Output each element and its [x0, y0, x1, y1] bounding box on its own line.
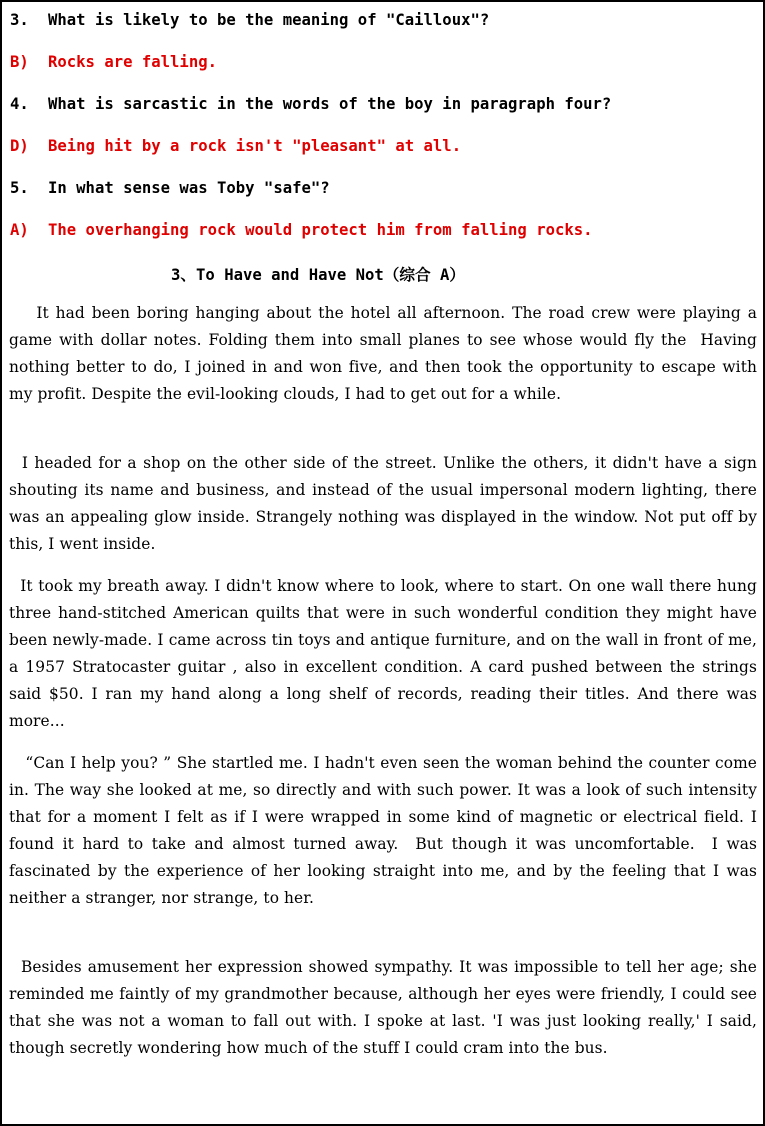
section-title: 3、To Have and Have Not（综合 A）	[171, 266, 465, 284]
paragraph-1	[9, 300, 762, 408]
question-text: What is likely to be the meaning of "Cailloux"?	[48, 11, 490, 29]
question-5	[10, 179, 330, 197]
question-text: What is sarcastic in the words of the boy in paragraph four?	[48, 95, 612, 113]
paragraph-text: Besides amusement her expression showed sympathy. It was impossible to tell her age; she reminded me faintly of my grandmother because, although her eyes were friendly, I could see that she was not a woman to fall out with. I spoke at last. 'I was just looking really,' I said, though secretly wondering how much of the stuff I could cram into the bus.	[9, 958, 762, 1057]
question-3	[10, 11, 489, 29]
answer-letter: D)	[10, 137, 29, 155]
answer-5	[10, 221, 593, 239]
paragraph-2	[9, 450, 762, 558]
paragraph-5	[9, 954, 762, 1062]
question-number: 5.	[10, 179, 29, 197]
paragraph-text: It had been boring hanging about the hotel all afternoon. The road crew were playing a game with dollar notes. Folding them into small planes to see whose would fly the Having nothing better to do, I joined in and won five, and then took the opportunity to escape with my profit. Despite the evil-looking clouds, I had to get out for a while.	[9, 304, 762, 403]
answer-3	[10, 53, 217, 71]
question-number: 4.	[10, 95, 29, 113]
paragraph-4	[9, 750, 762, 912]
answer-4	[10, 137, 461, 155]
paragraph-text: “Can I help you? ” She startled me. I hadn't even seen the woman behind the counter come in. The way she looked at me, so directly and with such power. It was a look of such intensity that for a moment I felt as if I were wrapped in some kind of magnetic or electrical field. I found it hard to take and almost turned away. But though it was uncomfortable. I was fascinated by the experience of her looking straight into me, and by the feeling that I was neither a stranger, nor strange, to her.	[9, 754, 762, 907]
answer-letter: B)	[10, 53, 29, 71]
answer-letter: A)	[10, 221, 29, 239]
question-4	[10, 95, 611, 113]
answer-text: Being hit by a rock isn't "pleasant" at all.	[48, 137, 462, 155]
paragraph-text: It took my breath away. I didn't know where to look, where to start. On one wall there hung three hand-stitched American quilts that were in such wonderful condition they might have been newly-made. I came across tin toys and antique furniture, and on the wall in front of me, a 1957 Stratocaster guitar , also in excellent condition. A card pushed between the strings said $50. I ran my hand along a long shelf of records, reading their titles. And there was more...	[9, 577, 762, 730]
question-text: In what sense was Toby "safe"?	[48, 179, 330, 197]
paragraph-3	[9, 573, 762, 735]
paragraph-text: I headed for a shop on the other side of the street. Unlike the others, it didn't have a sign shouting its name and business, and instead of the usual impersonal modern lighting, there was an appealing glow inside. Strangely nothing was displayed in the window. Not put off by this, I went inside.	[9, 454, 762, 553]
question-number: 3.	[10, 11, 29, 29]
answer-text: The overhanging rock would protect him from falling rocks.	[48, 221, 593, 239]
answer-text: Rocks are falling.	[48, 53, 217, 71]
